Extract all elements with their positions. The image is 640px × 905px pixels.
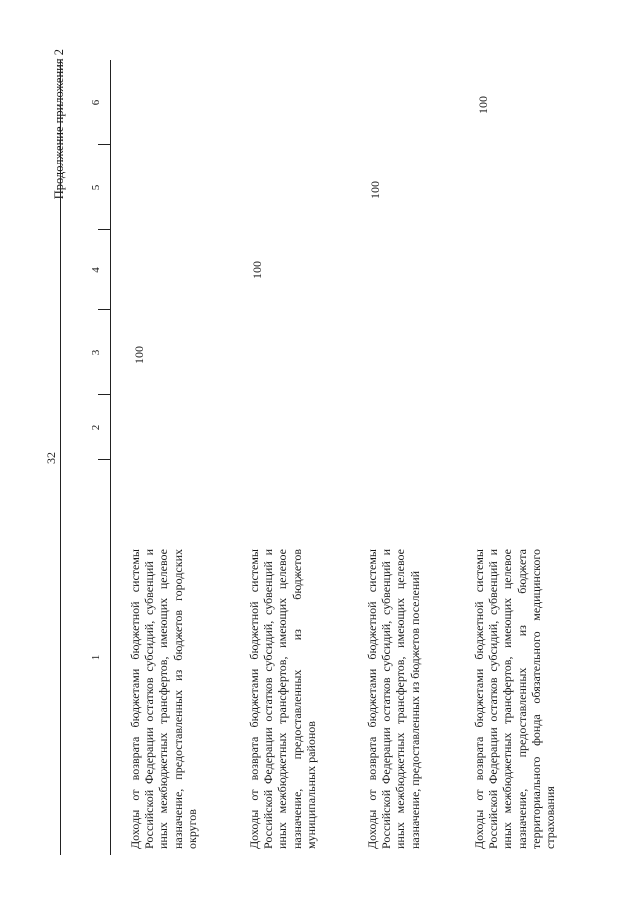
header-col-2: 2 (90, 424, 102, 431)
header-col-1: 1 (90, 654, 102, 661)
row-value: 100 (476, 96, 490, 114)
header-col-3: 3 (90, 349, 102, 356)
row-value: 100 (368, 181, 382, 199)
row-value: 100 (132, 346, 146, 364)
appendix-caption: Продолжение приложения 2 (52, 49, 66, 200)
header-bottom-border (110, 60, 111, 855)
page-number: 32 (44, 452, 58, 464)
table-top-border (60, 60, 61, 855)
row-description: Доходы от возврата бюджетами бюджетной системы Российской Федерации остатков субсидий, субвенций и иных межбюджетных трансфертов, имеющих целевое назначение, предоставленных из бюджетов муниципальных районов (247, 549, 318, 849)
header-col-6: 6 (90, 99, 102, 106)
row-value: 100 (250, 261, 264, 279)
header-col-4: 4 (90, 267, 102, 273)
row-description: Доходы от возврата бюджетами бюджетной системы Российской Федерации остатков субсидий, субвенций и иных межбюджетных трансфертов, имеющих целевое назначение, предоставленных из бюджетов поселений (365, 549, 422, 849)
header-col-5: 5 (90, 184, 102, 191)
row-description: Доходы от возврата бюджетами бюджетной системы Российской Федерации остатков субсидий, субвенций и иных межбюджетных трансфертов, имеющих целевое назначение, предоставленных из бюджета территориального фонда обязательного медицинского страхования (472, 549, 558, 849)
row-description: Доходы от возврата бюджетами бюджетной системы Российской Федерации остатков субсидий, субвенций и иных межбюджетных трансфертов, имеющих целевое назначение, предоставленных из бюджетов городских округов (128, 549, 199, 849)
